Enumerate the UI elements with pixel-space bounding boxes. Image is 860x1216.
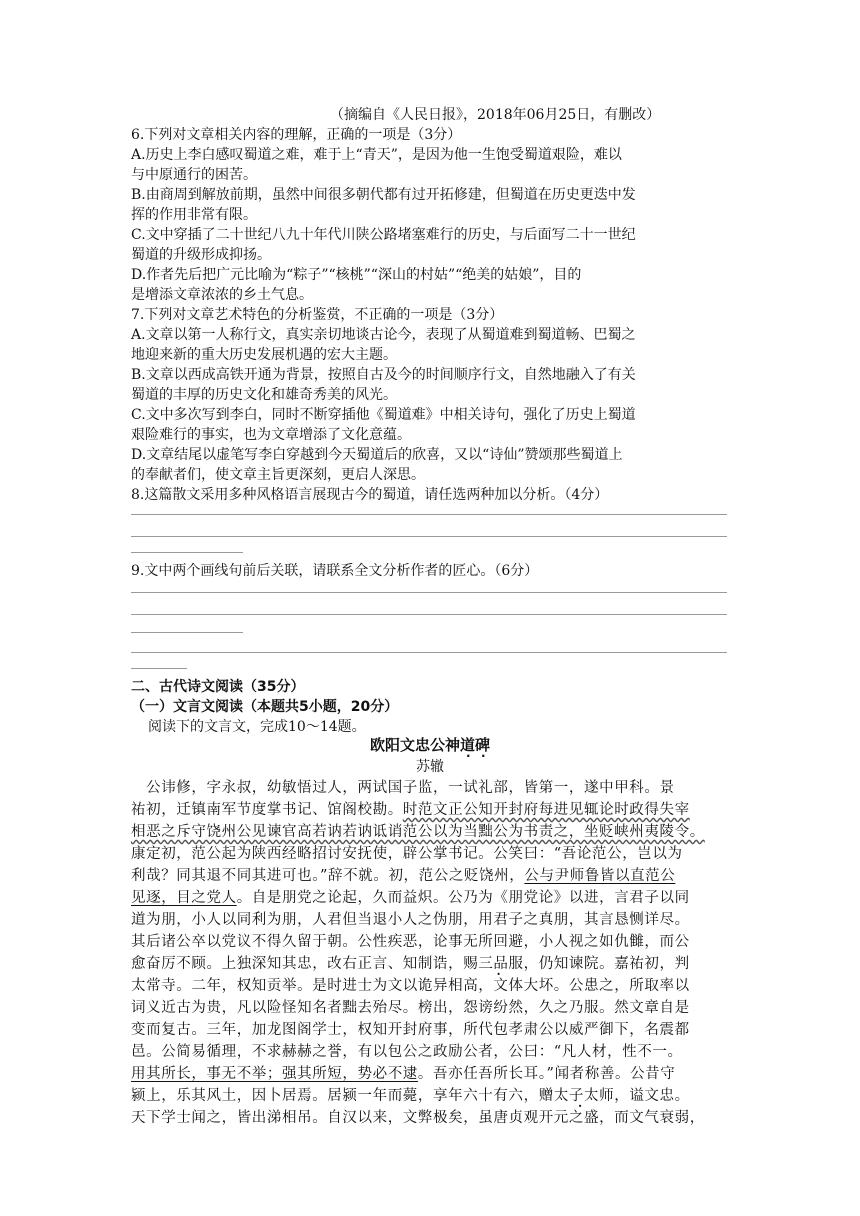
- reading-instruction: 阅读下的文言文，完成10～14题。: [148, 719, 366, 735]
- emphasis-dot-char: 碑: [475, 736, 491, 754]
- underlined-sentence-1: 时范文正公知开封府每进见辄论时政得失宰: [402, 802, 690, 818]
- q9-stem: 9.文中两个画线句前后关联，请联系全文分析作者的匠心。（6分）: [131, 563, 539, 579]
- article-line: 道为朋，小人以同利为朋，人君但当退小人之伪朋，用君子之真朋，其言恳恻详尽。: [131, 912, 690, 928]
- article-title: 欧阳文忠公神道碑: [369, 736, 491, 754]
- q8-answer-line[interactable]: [131, 552, 243, 553]
- article-line: 变而复古。三年，加龙图阁学士，权知开封府事，所代包孝肃公以威严御下，名震都: [131, 1022, 690, 1038]
- q7-option-c: C.文中多次写到李白，同时不断穿插他《蜀道难》中相关诗句，强化了历史上蜀道: [131, 407, 636, 423]
- q6-option-b-cont: 挥的作用非常有限。: [131, 207, 257, 223]
- q9-answer-line[interactable]: [131, 592, 727, 593]
- q7-stem: 7.下列对文章艺术特色的分析鉴赏，不正确的一项是（3分）: [131, 307, 504, 323]
- article-line: 康定初，范公起为陕西经略招讨安抚使，辟公掌书记。公笑曰：“吾论范公，岂以为: [131, 846, 683, 862]
- q9-answer-line[interactable]: [131, 632, 243, 633]
- q9-answer-line[interactable]: [131, 652, 727, 653]
- underlined-sentence-2: 公与尹师鲁皆以直范公: [524, 868, 676, 884]
- q7-option-c-cont: 艰险难行的事实，也为文章增添了文化意蕴。: [131, 427, 411, 443]
- emphasis-dot-char: 道: [459, 736, 475, 754]
- q7-option-d: D.文章结尾以虚笔写李白穿越到今天蜀道后的欣喜，又以“诗仙”赞颂那些蜀道上: [131, 447, 623, 463]
- q6-option-d-cont: 是增添文章浓浓的乡土气息。: [131, 287, 313, 303]
- subsection-heading: （一）文言文阅读（本题共5小题，20分）: [131, 699, 399, 715]
- article-line: 公讳修，字永叔，幼敏悟过人，两试国子监，一试礼部，皆第一，遂中甲科。景: [131, 780, 675, 796]
- q9-answer-line[interactable]: [131, 614, 727, 615]
- q8-answer-line[interactable]: [131, 514, 727, 515]
- q6-option-c: C.文中穿插了二十世纪八九十年代川陕公路堵塞难行的历史，与后面写二十一世纪: [131, 227, 636, 243]
- q6-option-c-cont: 蜀道的升级形成抑扬。: [131, 247, 271, 263]
- q6-option-a-cont: 与中原通行的困苦。: [131, 167, 257, 183]
- q7-option-b: B.文章以西成高铁开通为背景，按照自古及今的时间顺序行文，自然地融入了有关: [131, 367, 636, 383]
- article-line: 词义近古为贵，凡以险怪知名者黜去殆尽。榜出，怨谤纷然，久之乃服。然文章自是: [131, 1000, 690, 1016]
- q8-answer-line[interactable]: [131, 536, 727, 537]
- article-line: 太常寺。二年，权知贡举。是时进士为文以诡异相高，文体大坏。公患之，所取率以: [131, 978, 690, 994]
- article-author: 苏辙: [416, 759, 444, 775]
- q7-option-a-cont: 地迎来新的重大历史发展机遇的宏大主题。: [131, 347, 397, 363]
- underlined-sentence-1-cont: 相恶之斥守饶州公见谏官高若讷若讷诋诮范公以为当黜公为书责之，坐贬峡州夷陵令。: [131, 824, 705, 840]
- q9-answer-line[interactable]: [131, 668, 187, 669]
- q7-option-d-cont: 的奉献者们，使文章主旨更深刻，更启人深思。: [131, 467, 425, 483]
- underlined-sentence-2-cont: 见逐，目之党人: [131, 890, 237, 906]
- article-line: 见逐，目之党人。自是朋党之论起，久而益炽。公乃为《朋党论》以进，言君子以同: [131, 890, 690, 906]
- q7-option-b-cont: 蜀道的丰厚的历史文化和雄奇秀美的风光。: [131, 387, 397, 403]
- emphasis-dotted-term: 三品服: [478, 956, 524, 972]
- article-line: 颍上，乐其风土，因卜居焉。居颍一年而薨，享年六十有六，赠太子太师，谥文忠。: [131, 1088, 690, 1104]
- q8-stem: 8.这篇散文采用多种风格语言展现古今的蜀道，请任选两种加以分析。（4分）: [131, 487, 609, 503]
- article-line: 利哉？同其退不同其进可也。”辞不就。初，范公之贬饶州，公与尹师鲁皆以直范公: [131, 868, 676, 884]
- q6-option-b: B.由商周到解放前期，虽然中间很多朝代都有过开拓修建，但蜀道在历史更迭中发: [131, 187, 636, 203]
- underlined-sentence-3: 用其所长，事无不举；强其所短，势必不逮: [131, 1066, 418, 1082]
- article-line: 其后诸公卒以党议不得久留于朝。公性疾恶，论事无所回避，小人视之如仇雠，而公: [131, 934, 690, 950]
- source-note: （摘编自《人民日报》，2018年06月25日，有删改）: [330, 107, 661, 123]
- q6-stem: 6.下列对文章相关内容的理解，正确的一项是（3分）: [131, 127, 462, 143]
- q6-option-a: A.历史上李白感叹蜀道之难，难于上“青天”，是因为他一生饱受蜀道艰险，难以: [131, 147, 622, 163]
- article-line: 天下学士闻之，皆出涕相吊。自汉以来，文弊极矣，虽唐贞观开元之盛，而文气衰弱，: [131, 1110, 705, 1126]
- article-line: 愈奋厉不顾。上独深知其忠，改右正言、知制诰，赐三品服，仍知谏院。嘉祐初，判: [131, 956, 690, 972]
- emphasis-dotted-term: 太子太师: [553, 1088, 615, 1104]
- q6-option-d: D.作者先后把广元比喻为“粽子”“核桃”“深山的村姑”“绝美的姑娘”，目的: [131, 267, 582, 283]
- section-heading: 二、古代诗文阅读（35分）: [131, 679, 305, 695]
- article-line: 祐初，迁镇南军节度掌书记、馆阁校勘。时范文正公知开封府每进见辄论时政得失宰: [131, 802, 690, 818]
- q7-option-a: A.文章以第一人称行文，真实亲切地谈古论今，表现了从蜀道难到蜀道畅、巴蜀之: [131, 327, 636, 343]
- article-line: 用其所长，事无不举；强其所短，势必不逮。吾亦任吾所长耳。”闻者称善。公昔守: [131, 1066, 676, 1082]
- article-line: 邑。公简易循理，不求赫赫之誉，有以包公之政励公者，公曰：“凡人材，性不一。: [131, 1044, 683, 1060]
